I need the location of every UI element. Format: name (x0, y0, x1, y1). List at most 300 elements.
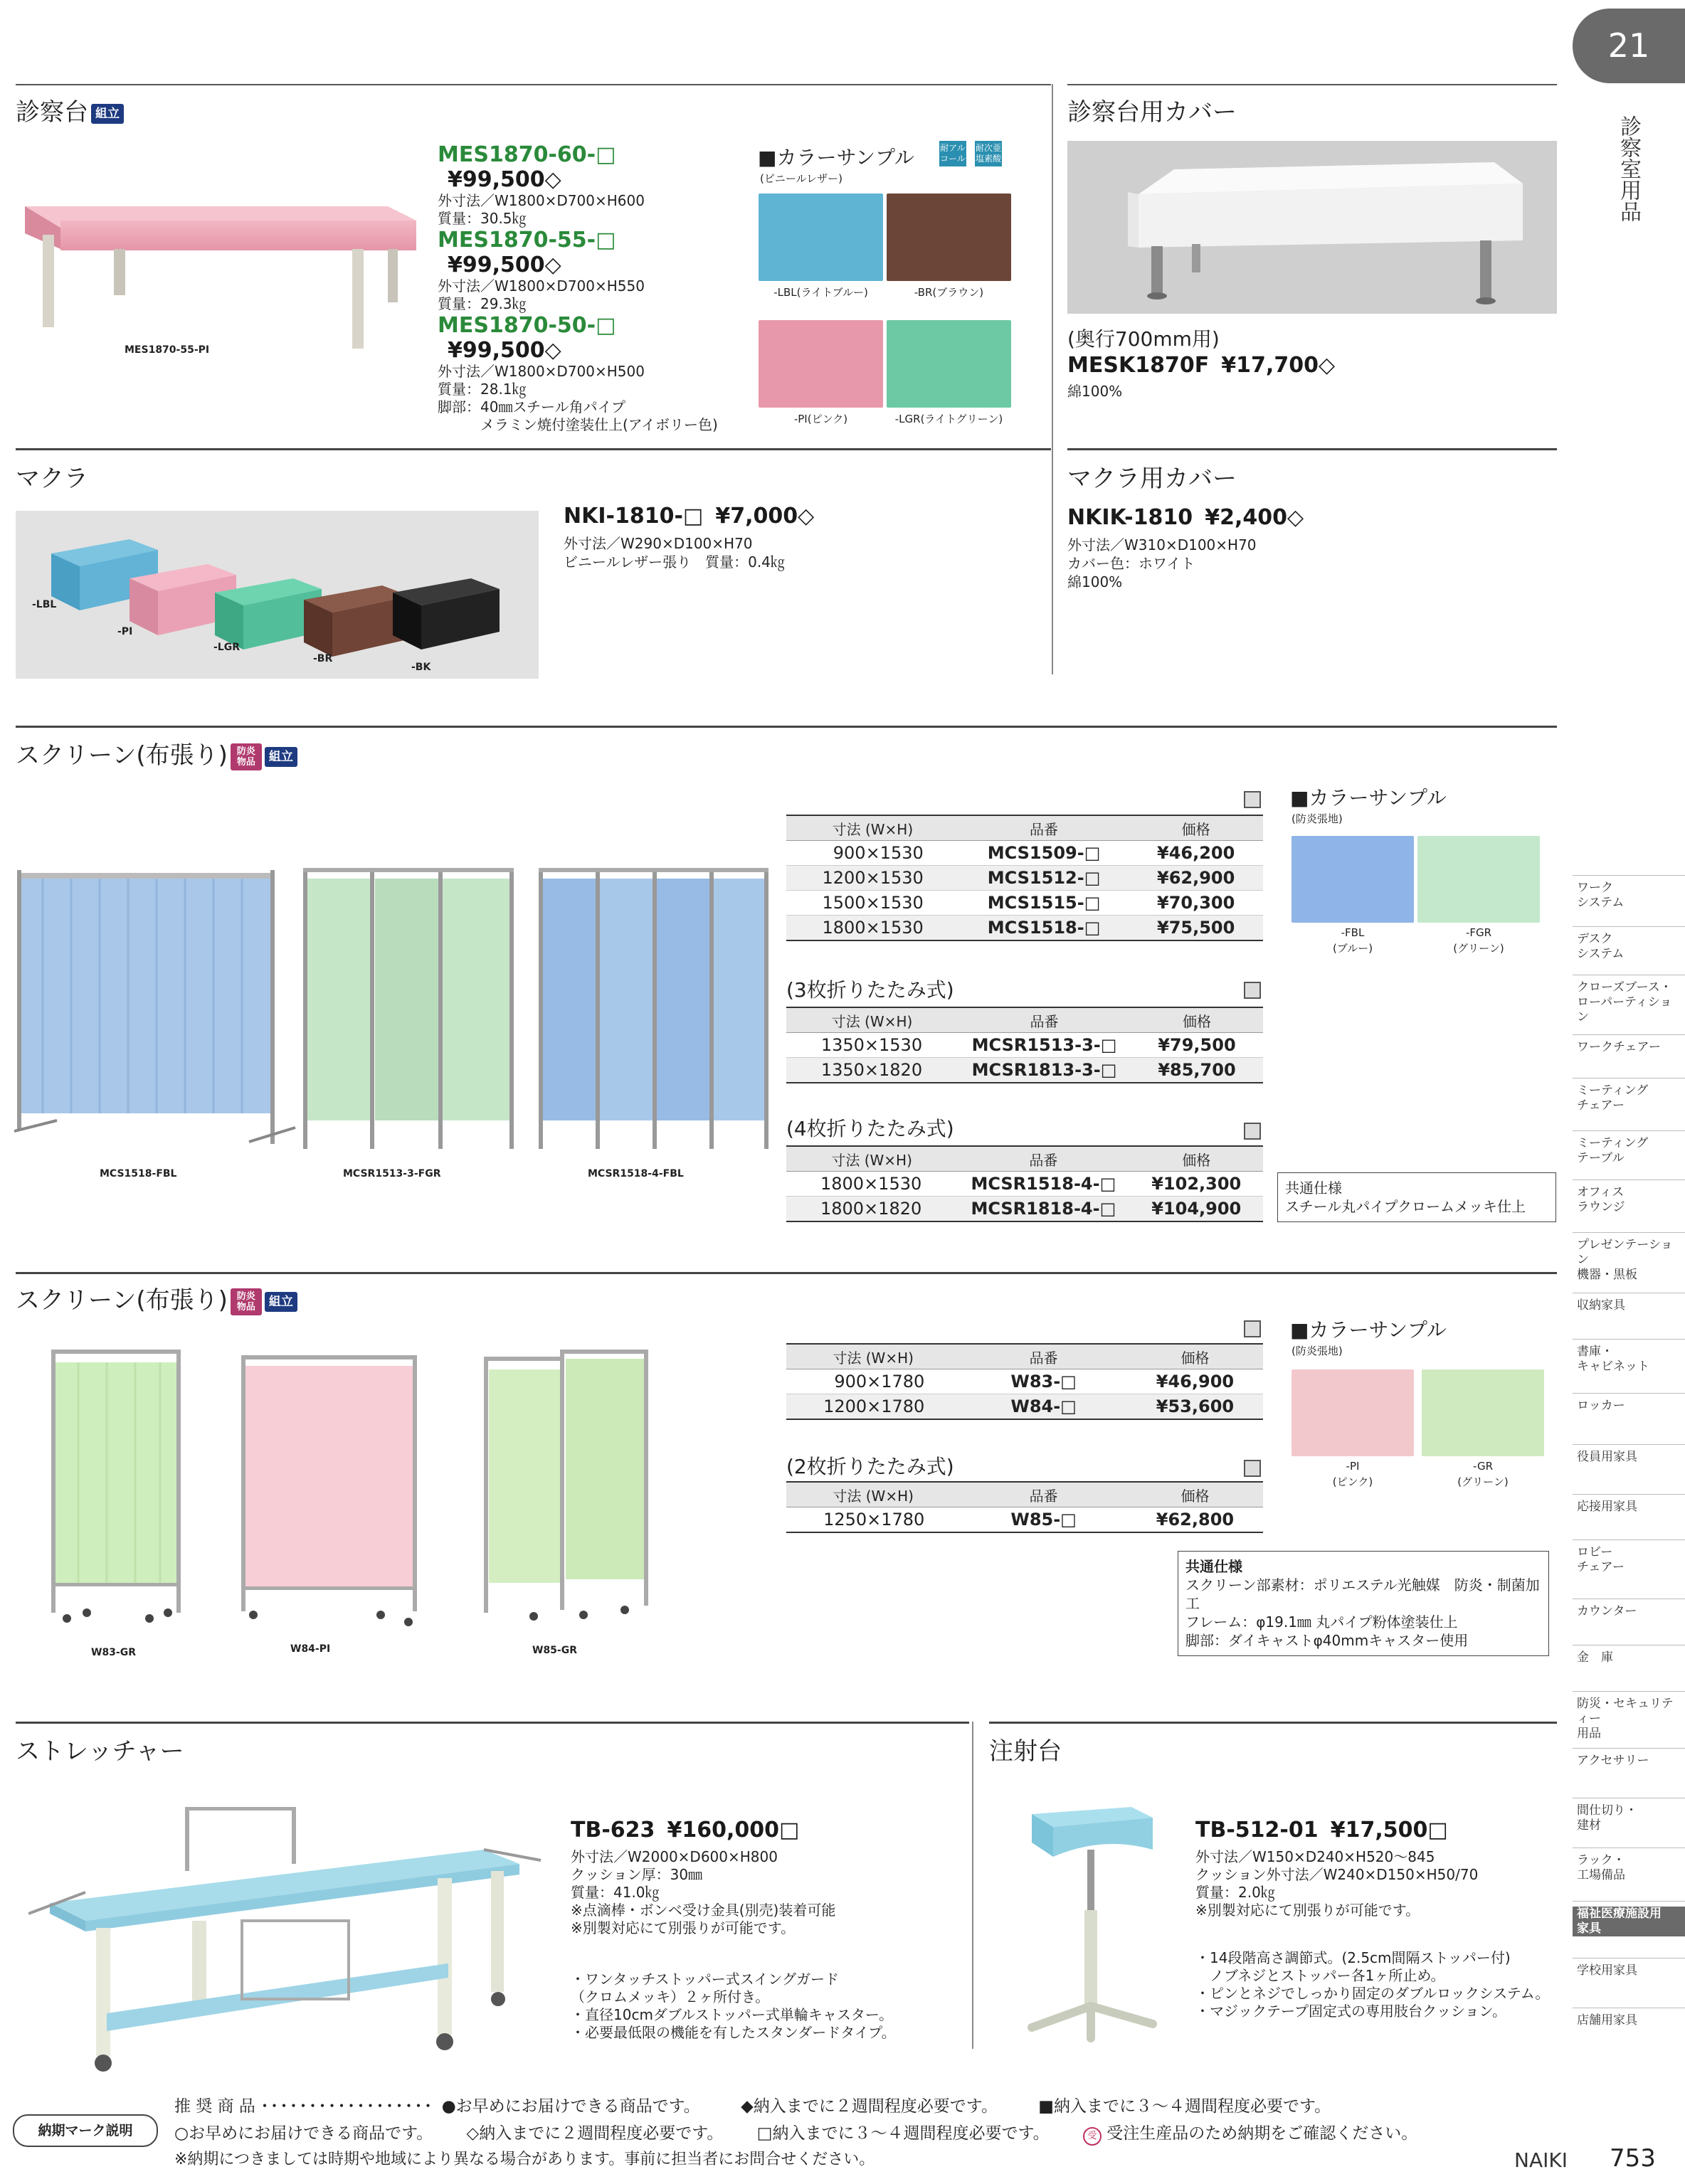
cell-price: ¥62,800 (1127, 1507, 1263, 1533)
sidebar-item-label: ワーク (1577, 881, 1613, 895)
screen1-title (16, 736, 297, 770)
swatch-gr2-sub: (グリーン) (1457, 1475, 1509, 1488)
cell-price: ¥46,200 (1129, 841, 1263, 866)
sidebar-item-label: システム (1577, 947, 1625, 961)
th-code: 品番 (960, 1344, 1127, 1369)
sidebar-item[interactable] (1577, 1545, 1684, 1575)
footer-std-1: ○お早めにお届けできる商品です。 (174, 2124, 433, 2143)
footer-std-2: ◇納入までに２週間程度必要です。 (466, 2124, 724, 2143)
chapter-label: 診察室用品 (1616, 115, 1641, 222)
cell-price: ¥75,500 (1129, 916, 1263, 941)
sidebar-separator (1573, 875, 1685, 876)
cell-price: ¥85,700 (1131, 1058, 1263, 1083)
cell-price: ¥53,600 (1127, 1394, 1263, 1420)
cell-code: MCS1512-□ (959, 866, 1129, 891)
footer-note: ※納期につきましては時期や地域により異なる場合があります。事前に担当者にお問合せください。 (174, 2151, 875, 2168)
cell-size: 1200×1780 (786, 1394, 960, 1420)
exam-color-title-text: ■カラーサンプル (758, 146, 914, 169)
cell-size: 1250×1780 (786, 1507, 960, 1533)
sidebar-item[interactable] (1577, 1450, 1684, 1465)
cell-size: 1800×1530 (786, 1172, 957, 1197)
sidebar-item-label: チェアー (1577, 1098, 1625, 1113)
sidebar-item[interactable] (1577, 932, 1684, 962)
swatch-fbl (1292, 836, 1414, 923)
swatch-pi2-label: -PI (1346, 1460, 1360, 1473)
sidebar-separator (1573, 1232, 1685, 1233)
exam-table-caption: MES1870-55-PI (125, 344, 210, 356)
cell-price: ¥70,300 (1129, 891, 1263, 916)
sidebar-item-label: ロッカー (1577, 1399, 1625, 1413)
stretcher-features (571, 1971, 896, 2042)
th-price: 価格 (1131, 1007, 1263, 1033)
assembly-tag: 組立 (91, 104, 124, 124)
exam-cover-price: ¥17,700◇ (1221, 353, 1336, 378)
exam-table-title (16, 92, 124, 127)
sidebar-item-label: ミーティング (1577, 1136, 1649, 1150)
exam-cover-note: (奥行700mm用) (1067, 327, 1220, 351)
screen2-rule (16, 1272, 1557, 1274)
cell-size: 1500×1530 (786, 891, 959, 916)
injection-image (1010, 1793, 1174, 2049)
cell-size: 1200×1530 (786, 866, 959, 891)
model-50-spec-4: メラミン焼付塗装仕上(アイボリー色) (438, 416, 718, 433)
pillow-spec-2: ビニールレザー張り 質量：0.4㎏ (564, 553, 785, 571)
th-price: 価格 (1129, 1146, 1263, 1172)
cell-price: ¥102,300 (1129, 1172, 1263, 1197)
injection-feature-2: ノブネジとストッパー各1ヶ所止め。 (1195, 1967, 1445, 1984)
sidebar-item-label: テーブル (1577, 1151, 1625, 1165)
cell-code: W85-□ (960, 1507, 1127, 1533)
screen1-rule (16, 726, 1557, 728)
sidebar-separator (1573, 926, 1685, 927)
sidebar-item-label: ロビー (1577, 1545, 1613, 1559)
th-code: 品番 (960, 1482, 1127, 1507)
pillow-label-bk: -BK (411, 662, 431, 673)
screen1-cap-2: MCSR1513-3-FGR (343, 1168, 441, 1180)
pillow-code: NKI-1810-□ (564, 504, 704, 529)
sidebar-item[interactable] (1573, 1907, 1685, 1936)
pillow-image (16, 511, 539, 679)
swatch-fgr-sub: (グリーン) (1453, 942, 1504, 955)
screen2-table-a-header (786, 1344, 1263, 1369)
sidebar-item-label: 工場備品 (1577, 1868, 1625, 1882)
injection-feature-4: ・マジックテープ固定式の専用肢台クッション。 (1195, 2003, 1506, 2020)
th-code: 品番 (958, 1007, 1131, 1033)
pillow-label-lbl: -LBL (32, 599, 57, 610)
stretcher-feature-4: ・必要最低限の機能を有したスタンダードタイプ。 (571, 2024, 896, 2041)
pillow-cover-model (1067, 505, 1304, 530)
swatch-pi-label: -PI(ピンク) (793, 413, 848, 425)
pillow-cover-rule (1067, 448, 1557, 450)
stretcher-spec-1: 外寸法／W2000×D600×H800 (571, 1848, 778, 1865)
stretcher-spec-5: ※別製対応にて別張りが可能です。 (571, 1919, 796, 1936)
sidebar-separator (1573, 1748, 1685, 1749)
sidebar-separator (1573, 1691, 1685, 1692)
footer-rec-1: ●お早めにお届けできる商品です。 (441, 2097, 700, 2116)
th-code: 品番 (957, 1146, 1129, 1172)
cell-size: 900×1780 (786, 1369, 960, 1394)
screen2-subtitle-b: (2枚折りたたみ式) (786, 1455, 954, 1478)
sidebar-item[interactable] (1577, 881, 1684, 911)
injection-spec-3: 質量：2.0㎏ (1195, 1884, 1275, 1901)
footer-dots: ･･････････････････ (260, 2097, 434, 2116)
sidebar-item[interactable] (1577, 1650, 1684, 1665)
exam-cover-code: MESK1870F (1067, 353, 1210, 378)
screen1-table-b-header (786, 1007, 1263, 1033)
sidebar-separator (1573, 1130, 1685, 1131)
assembly-tag-2: 組立 (265, 747, 297, 767)
sidebar-item-label: デスク (1577, 932, 1613, 946)
cell-price: ¥46,900 (1127, 1369, 1263, 1394)
screen1-cap-1: MCS1518-FBL (100, 1168, 177, 1180)
pillow-cover-title: マクラ用カバー (1067, 465, 1237, 493)
sidebar-separator (1573, 1539, 1685, 1540)
sidebar-item[interactable] (1577, 1853, 1684, 1883)
screen2-cap-2: W84-PI (290, 1643, 331, 1655)
injection-spec-4: ※別製対応にて別張りが可能です。 (1195, 1902, 1420, 1919)
screen1-image (14, 857, 768, 1163)
exam-table-models (438, 142, 736, 434)
exam-table-title-text: 診察台 (16, 98, 88, 127)
sidebar-item[interactable] (1577, 1963, 1684, 1978)
injection-price: ¥17,500□ (1330, 1818, 1448, 1843)
stretcher-price: ¥160,000□ (667, 1818, 800, 1843)
exam-table-image (18, 192, 416, 363)
swatch-lbl-label: -LBL(ライトブルー) (773, 286, 868, 299)
stretcher-image (28, 1793, 548, 2077)
cell-code: MCS1515-□ (959, 891, 1129, 916)
exam-color-title (758, 142, 914, 171)
model-55-price: ¥99,500◇ (448, 253, 561, 277)
stretcher-specs (571, 1848, 835, 1937)
swatch-fbl-label: -FBL (1341, 926, 1365, 939)
model-50-spec-3: 脚部：40㎜スチール角パイプ (438, 398, 626, 415)
sidebar-item-label: 応接用家具 (1577, 1500, 1637, 1514)
sidebar-separator (1573, 1444, 1685, 1445)
swatch-pi2-sub: (ピンク) (1332, 1475, 1373, 1488)
sidebar-item-label: アクセサリー (1577, 1754, 1649, 1768)
sidebar-item-label: 金 庫 (1577, 1650, 1613, 1665)
screen2-color-title: ■カラーサンプル (1290, 1318, 1447, 1342)
cell-code: MCS1518-□ (959, 916, 1129, 941)
model-60-spec-2: 質量：30.5㎏ (438, 210, 527, 227)
footer-std-3: □納入までに３～４週間程度必要です。 (756, 2124, 1050, 2143)
sidebar-item-label: キャビネット (1577, 1359, 1649, 1374)
sidebar-item-label: 防災・セキュリティー (1577, 1697, 1674, 1726)
stretcher-feature-3: ・直径10cmダブルストッパー式単輪キャスター。 (571, 2006, 894, 2023)
footer-legend-title: 納期マーク説明 (13, 2114, 158, 2147)
alcohol-tag: 耐アル コール (939, 141, 966, 166)
sidebar-item[interactable] (1577, 1500, 1684, 1515)
model-50-spec-2: 質量：28.1㎏ (438, 381, 527, 398)
sidebar-item[interactable] (1577, 1298, 1684, 1313)
sidebar-separator (1573, 1393, 1685, 1394)
screen1-common-title: 共通仕様 (1285, 1180, 1342, 1197)
swatch-gr2 (1422, 1369, 1544, 1456)
screen1-mark-a (1244, 791, 1261, 808)
th-size: 寸法 (W×H) (786, 1482, 960, 1507)
fireproof-tag-2: 防炎 物品 (231, 1288, 262, 1315)
screen1-common-spec (1277, 1172, 1556, 1222)
sidebar-item-label: ラック・ (1577, 1853, 1625, 1867)
sidebar-item[interactable] (1577, 1399, 1684, 1414)
model-55 (438, 228, 736, 313)
sidebar-item-label: オフィス (1577, 1185, 1625, 1199)
screen1-color-title: ■カラーサンプル (1290, 786, 1447, 810)
sidebar-item[interactable] (1577, 1238, 1684, 1283)
sidebar-item-label: クローズブース・ (1577, 980, 1672, 995)
exam-cover-model (1067, 353, 1335, 378)
assembly-tag-3: 組立 (265, 1292, 297, 1312)
pillow-cover-spec-3: 綿100% (1067, 573, 1123, 590)
divider-bottom (972, 1722, 973, 2049)
sidebar-item-label: 店舗用家具 (1577, 2013, 1637, 2027)
sidebar-item[interactable] (1577, 1697, 1684, 1742)
table-row (786, 1058, 1263, 1083)
sidebar-item-label: ラウンジ (1577, 1200, 1625, 1214)
sidebar-item[interactable] (1577, 2013, 1684, 2028)
top-rule-right (1067, 84, 1557, 85)
pillow-model (564, 504, 814, 529)
divider-top (1052, 84, 1053, 674)
screen2-cap-3: W85-GR (532, 1645, 578, 1656)
screen1-table-c-header (786, 1146, 1263, 1172)
cell-size: 1800×1820 (786, 1197, 957, 1222)
cell-code: MCSR1813-3-□ (958, 1058, 1131, 1083)
cell-code: W84-□ (960, 1394, 1127, 1420)
footer-std-4: 受注生産品のため納期をご確認ください。 (1106, 2124, 1418, 2143)
sidebar-item[interactable] (1577, 1345, 1684, 1374)
screen1-mark-b (1244, 982, 1261, 999)
cell-size: 900×1530 (786, 841, 959, 866)
screen2-title-text: スクリーン(布張り) (16, 1286, 228, 1315)
sidebar-item[interactable] (1577, 1083, 1684, 1113)
screen1-mark-c (1244, 1123, 1261, 1140)
screen1-title-text: スクリーン(布張り) (16, 741, 228, 770)
cell-code: MCS1509-□ (959, 841, 1129, 866)
cell-code: MCSR1518-4-□ (957, 1172, 1129, 1197)
swatch-lgr (887, 320, 1011, 408)
injection-specs (1195, 1848, 1478, 1919)
screen2-common-3: 脚部：ダイキャストφ40mmキャスター使用 (1185, 1632, 1469, 1649)
cell-code: MCSR1513-3-□ (958, 1033, 1131, 1058)
injection-spec-1: 外寸法／W150×D240×H520～845 (1195, 1848, 1435, 1865)
th-size: 寸法 (W×H) (786, 1146, 957, 1172)
chapter-number: 21 (1607, 26, 1650, 65)
screen2-image (43, 1341, 662, 1640)
screen2-cap-1: W83-GR (91, 1647, 137, 1658)
pillow-cover-spec-2: カバー色：ホワイト (1067, 555, 1195, 572)
th-size: 寸法 (W×H) (786, 1007, 958, 1033)
sidebar-item-label: 機器・黒板 (1577, 1268, 1637, 1282)
table-row (786, 1369, 1263, 1394)
screen1-subtitle-b: (3枚折りたたみ式) (786, 978, 954, 1002)
pillow-title: マクラ (16, 465, 88, 493)
model-50-price: ¥99,500◇ (448, 338, 561, 363)
brand: NAIKI (1514, 2148, 1568, 2172)
table-row (786, 1172, 1263, 1197)
swatch-fgr (1417, 836, 1540, 923)
screen1-color-sub: (防炎張地) (1292, 812, 1343, 825)
screen1-common-text: スチール丸パイプクロームメッキ仕上 (1285, 1198, 1526, 1215)
screen1-table-b (786, 1007, 1263, 1083)
made-to-order-mark: 受 (1083, 2127, 1102, 2146)
table-row (786, 1033, 1263, 1058)
sidebar-item-label: ローパーティション (1577, 995, 1672, 1024)
swatch-pi2 (1292, 1369, 1414, 1456)
injection-spec-2: クッション外寸法／W240×D150×H50/70 (1195, 1866, 1479, 1883)
model-60-spec-1: 外寸法／W1800×D700×H600 (438, 192, 645, 209)
table-row (786, 1394, 1263, 1420)
swatch-lbl (759, 194, 883, 281)
injection-features (1195, 1949, 1549, 2020)
sidebar-separator (1573, 1494, 1685, 1495)
sidebar-item-label: 用品 (1577, 1727, 1601, 1741)
screen2-common-title: 共通仕様 (1185, 1558, 1242, 1575)
pillow-label-pi: -PI (117, 626, 133, 637)
model-50-code: MES1870-50-□ (438, 313, 616, 338)
sidebar-item-label: ミーティング (1577, 1083, 1649, 1098)
table-row (786, 1197, 1263, 1222)
exam-color-sub: (ビニールレザー) (760, 172, 843, 185)
stretcher-feature-2: （クロムメッキ）２ヶ所付き。 (571, 1988, 770, 2005)
injection-title: 注射台 (989, 1737, 1062, 1766)
swatch-br-label: -BR(ブラウン) (914, 286, 984, 299)
swatch-pi (759, 320, 883, 408)
screen2-table-b (786, 1481, 1263, 1533)
exam-cover-title: 診察台用カバー (1067, 98, 1237, 127)
model-55-spec-1: 外寸法／W1800×D700×H550 (438, 277, 645, 295)
th-price: 価格 (1129, 815, 1263, 841)
screen1-table-c (786, 1145, 1263, 1222)
footer-std-row (174, 2120, 1417, 2146)
top-rule-left (16, 84, 1051, 85)
cell-code: MCSR1818-4-□ (957, 1197, 1129, 1222)
screen1-table-a-header (786, 815, 1263, 841)
footer-rec-label: 推 奨 商 品 (174, 2097, 255, 2116)
th-code: 品番 (959, 815, 1129, 841)
footer-rec-row (174, 2093, 1331, 2116)
screen2-common-spec (1178, 1551, 1549, 1656)
model-50 (438, 313, 736, 434)
screen2-title (16, 1281, 297, 1315)
chlorine-tag: 耐次亜 塩素酸 (975, 141, 1002, 166)
footer-rec-2: ◆納入までに２週間程度必要です。 (741, 2097, 998, 2116)
cell-price: ¥62,900 (1129, 866, 1263, 891)
stretcher-code: TB-623 (571, 1818, 655, 1843)
model-60 (438, 142, 736, 228)
pillow-rule (16, 448, 1051, 450)
footer-rec-3: ■納入までに３～４週間程度必要です。 (1038, 2097, 1331, 2116)
swatch-fgr-label: -FGR (1465, 926, 1492, 939)
sidebar-item-label: システム (1577, 896, 1625, 910)
pillow-label-lgr: -LGR (213, 642, 241, 653)
swatch-lgr-label: -LGR(ライトグリーン) (894, 413, 1003, 425)
table-row (786, 1507, 1263, 1533)
stretcher-title: ストレッチャー (16, 1737, 184, 1766)
sidebar-item[interactable] (1577, 1604, 1684, 1619)
exam-cover-image (1067, 141, 1557, 314)
stretcher-spec-3: 質量：41.0㎏ (571, 1884, 660, 1901)
table-row (786, 891, 1263, 916)
screen2-common-1: スクリーン部素材：ポリエステル光触媒 防炎・制菌加工 (1185, 1576, 1540, 1612)
model-60-code: MES1870-60-□ (438, 142, 616, 167)
sidebar-item-label: 学校用家具 (1577, 1963, 1637, 1978)
sidebar-item-label: 間仕切り・ (1577, 1803, 1637, 1818)
injection-feature-1: ・14段階高さ調節式。(2.5cm間隔ストッパー付) (1195, 1949, 1511, 1966)
cell-code: W83-□ (960, 1369, 1127, 1394)
sidebar-item-label: チェアー (1577, 1560, 1625, 1574)
sidebar-item[interactable] (1577, 1185, 1684, 1215)
swatch-br (887, 194, 1011, 281)
cell-price: ¥79,500 (1131, 1033, 1263, 1058)
pillow-label-br: -BR (313, 653, 333, 664)
pillow-price: ¥7,000◇ (715, 504, 815, 529)
screen1-cap-3: MCSR1518-4-FBL (588, 1168, 684, 1180)
screen2-color-sub: (防炎張地) (1292, 1345, 1343, 1357)
pillow-cover-price: ¥2,400◇ (1205, 505, 1304, 530)
sidebar-separator (1573, 1901, 1685, 1902)
pillow-cover-code: NKIK-1810 (1067, 505, 1193, 530)
injection-feature-3: ・ピンとネジでしっかり固定のダブルロックシステム。 (1195, 1985, 1550, 2002)
page-number: 753 (1610, 2144, 1656, 2173)
swatch-fbl-sub: (ブルー) (1332, 942, 1373, 955)
sidebar-separator (1573, 1034, 1685, 1035)
cell-size: 1800×1530 (786, 916, 959, 941)
chapter-tab (1573, 9, 1685, 83)
model-55-spec-2: 質量：29.3㎏ (438, 295, 527, 312)
th-size: 寸法 (W×H) (786, 815, 959, 841)
cell-size: 1350×1820 (786, 1058, 958, 1083)
table-row (786, 866, 1263, 891)
sidebar-item[interactable] (1577, 980, 1684, 1025)
sidebar-item-label: 家具 (1577, 1921, 1601, 1936)
injection-rule (989, 1722, 1557, 1724)
sidebar-item[interactable] (1577, 1754, 1684, 1769)
screen2-mark-b (1244, 1460, 1261, 1477)
sidebar-item-label: 書庫・ (1577, 1345, 1613, 1359)
th-price: 価格 (1127, 1344, 1263, 1369)
sidebar-item-label: 建材 (1577, 1818, 1601, 1833)
sidebar-item-label: 福祉医療施設用 (1577, 1907, 1662, 1921)
injection-code: TB-512-01 (1195, 1818, 1319, 1843)
sidebar-separator (1573, 1339, 1685, 1340)
pillow-spec-1: 外寸法／W290×D100×H70 (564, 535, 753, 552)
screen2-table-b-header (786, 1482, 1263, 1507)
table-row (786, 916, 1263, 941)
sidebar-item-label: 収納家具 (1577, 1298, 1625, 1313)
model-60-price: ¥99,500◇ (448, 167, 561, 192)
screen1-subtitle-c: (4枚折りたたみ式) (786, 1117, 954, 1140)
exam-cover-spec: 綿100% (1067, 383, 1123, 400)
sidebar-item[interactable] (1577, 1136, 1684, 1166)
stretcher-spec-2: クッション厚：30㎜ (571, 1866, 703, 1883)
sidebar-item[interactable] (1577, 1040, 1684, 1055)
stretcher-rule (16, 1722, 969, 1724)
sidebar-item-label: ワークチェアー (1577, 1040, 1661, 1054)
screen2-common-2: フレーム：φ19.1㎜ 丸パイプ粉体塗装仕上 (1185, 1613, 1458, 1631)
table-row (786, 841, 1263, 866)
sidebar-item-label: プレゼンテーション (1577, 1238, 1673, 1267)
sidebar-item[interactable] (1577, 1803, 1684, 1833)
injection-model (1195, 1818, 1448, 1843)
fireproof-tag-1: 防炎 物品 (231, 743, 262, 770)
th-size: 寸法 (W×H) (786, 1344, 960, 1369)
model-50-spec-1: 外寸法／W1800×D700×H500 (438, 363, 645, 380)
pillow-cover-spec-1: 外寸法／W310×D100×H70 (1067, 536, 1257, 553)
cell-size: 1350×1530 (786, 1033, 958, 1058)
sidebar-item-label: 役員用家具 (1577, 1450, 1637, 1464)
